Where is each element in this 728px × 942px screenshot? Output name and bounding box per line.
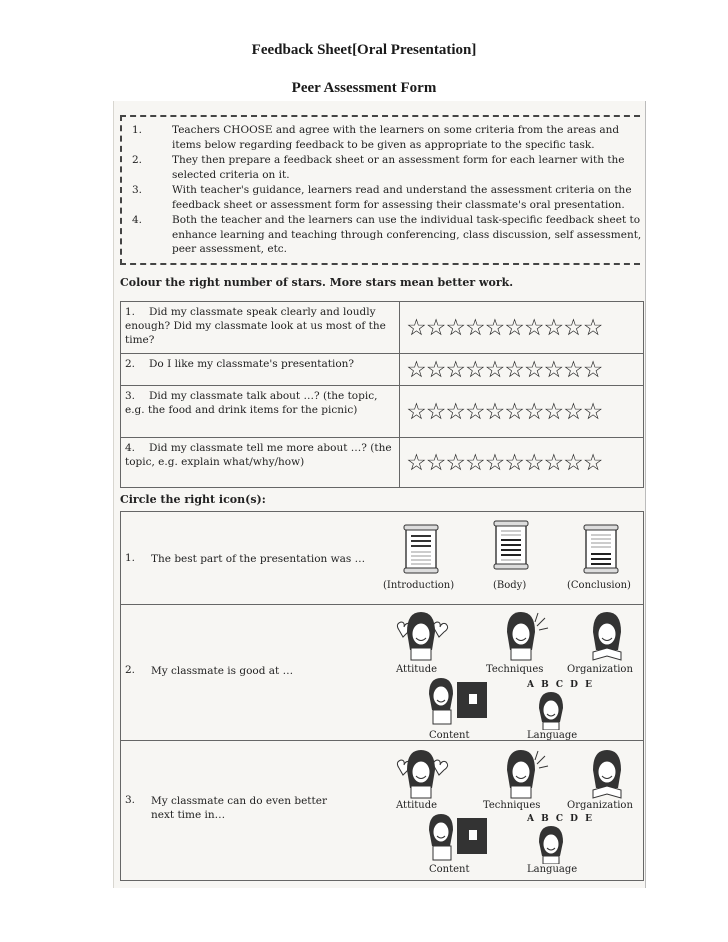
scroll-icon[interactable] xyxy=(583,524,619,574)
star-icon[interactable]: ☆ xyxy=(563,449,583,476)
star-icon[interactable]: ☆ xyxy=(484,314,505,341)
girl-hearts-icon[interactable] xyxy=(393,748,449,800)
star-icon[interactable]: ☆ xyxy=(425,356,446,383)
star-rating[interactable] xyxy=(400,302,644,354)
star-icon[interactable]: ☆ xyxy=(504,449,524,476)
row-number: 1. xyxy=(125,306,136,318)
star-icon[interactable]: ☆ xyxy=(582,356,603,383)
star-icon[interactable]: ☆ xyxy=(445,398,466,425)
option-label: (Body) xyxy=(493,580,527,591)
star-icon[interactable]: ☆ xyxy=(445,449,466,476)
option-label: Organization xyxy=(567,800,633,811)
star-icon[interactable]: ☆ xyxy=(406,314,426,341)
option-label: Language xyxy=(527,864,578,875)
star-rating[interactable] xyxy=(400,354,644,386)
abc-letters: A B C D E xyxy=(527,814,594,824)
star-icon[interactable]: ☆ xyxy=(563,356,583,383)
option-label: Language xyxy=(527,730,578,741)
page-title: Feedback Sheet[Oral Presentation] xyxy=(251,42,477,58)
star-icon[interactable]: ☆ xyxy=(484,449,505,476)
girl-presenting-icon[interactable] xyxy=(493,610,549,662)
star-icon[interactable]: ☆ xyxy=(523,314,544,341)
row-question: Did my classmate talk about …? (the topic, e.g. the food and drink items for the picnic) xyxy=(125,390,378,416)
question-text: My classmate can do even better next time in… xyxy=(151,795,327,821)
option-label: Attitude xyxy=(396,664,438,675)
question-text: The best part of the presentation was … xyxy=(151,553,366,565)
table-row xyxy=(121,354,644,386)
star-icon[interactable]: ☆ xyxy=(484,398,505,425)
star-icon[interactable]: ☆ xyxy=(582,314,603,341)
star-icon[interactable]: ☆ xyxy=(523,398,544,425)
star-icon[interactable]: ☆ xyxy=(465,449,485,476)
star-icon[interactable]: ☆ xyxy=(406,398,426,425)
star-icon[interactable]: ☆ xyxy=(425,398,446,425)
star-rating[interactable] xyxy=(400,386,644,438)
option-label: Organization xyxy=(567,664,633,675)
divider xyxy=(121,604,643,605)
girl-book-icon[interactable] xyxy=(579,748,635,800)
star-icon[interactable]: ☆ xyxy=(543,314,564,341)
star-icon[interactable]: ☆ xyxy=(563,314,583,341)
star-icon[interactable]: ☆ xyxy=(465,398,485,425)
row-number: 3. xyxy=(125,390,136,402)
question-text: My classmate is good at … xyxy=(151,665,294,677)
abc-letters: A B C D E xyxy=(527,680,594,690)
icons-table xyxy=(120,511,644,881)
star-icon[interactable]: ☆ xyxy=(484,356,505,383)
star-icon[interactable]: ☆ xyxy=(445,314,466,341)
option-label: Content xyxy=(429,864,470,875)
icons-heading: Circle the right icon(s): xyxy=(120,493,266,506)
star-icon[interactable]: ☆ xyxy=(406,356,426,383)
star-rating[interactable] xyxy=(400,438,644,488)
star-icon[interactable]: ☆ xyxy=(523,356,544,383)
girl-presenting-icon[interactable] xyxy=(493,748,549,800)
row-number: 4. xyxy=(125,442,136,454)
star-icon[interactable]: ☆ xyxy=(563,398,583,425)
table-row xyxy=(121,438,644,488)
row-question: Do I like my classmate's presentation? xyxy=(149,358,355,370)
star-icon[interactable]: ☆ xyxy=(425,449,446,476)
scroll-icon[interactable] xyxy=(403,524,439,574)
girl-book-icon[interactable] xyxy=(579,610,635,662)
option-label: Techniques xyxy=(486,664,544,675)
star-icon[interactable]: ☆ xyxy=(504,314,524,341)
question-number: 3. xyxy=(125,794,136,806)
star-icon[interactable]: ☆ xyxy=(543,398,564,425)
girl-language-icon[interactable] xyxy=(531,690,571,730)
question-number: 1. xyxy=(125,552,136,564)
star-icon[interactable]: ☆ xyxy=(582,398,603,425)
option-label: Content xyxy=(429,730,470,741)
star-icon[interactable]: ☆ xyxy=(543,356,564,383)
option-label: (Introduction) xyxy=(383,580,455,591)
girl-board-icon[interactable] xyxy=(425,676,489,728)
star-icon[interactable]: ☆ xyxy=(523,449,544,476)
option-label: Attitude xyxy=(396,800,438,811)
row-question: Did my classmate speak clearly and loudly enough? Did my classmate look at us most of the time? xyxy=(125,306,386,346)
row-question: Did my classmate tell me more about …? (the topic, e.g. explain what/why/how) xyxy=(125,442,392,468)
star-icon[interactable]: ☆ xyxy=(425,314,446,341)
star-icon[interactable]: ☆ xyxy=(465,314,485,341)
star-icon[interactable]: ☆ xyxy=(445,356,466,383)
girl-hearts-icon[interactable] xyxy=(393,610,449,662)
option-label: Techniques xyxy=(483,800,541,811)
page-subtitle: Peer Assessment Form xyxy=(291,80,437,96)
scroll-icon[interactable] xyxy=(493,520,529,570)
girl-board-icon[interactable] xyxy=(425,812,489,862)
stars-table xyxy=(120,301,644,488)
girl-language-icon[interactable] xyxy=(531,824,571,864)
question-number: 2. xyxy=(125,664,136,676)
row-number: 2. xyxy=(125,358,136,370)
table-row xyxy=(121,302,644,354)
star-icon[interactable]: ☆ xyxy=(543,449,564,476)
star-icon[interactable]: ☆ xyxy=(465,356,485,383)
table-row xyxy=(121,386,644,438)
option-label: (Conclusion) xyxy=(567,580,631,591)
scanned-form xyxy=(113,101,646,888)
star-icon[interactable]: ☆ xyxy=(504,398,524,425)
star-icon[interactable]: ☆ xyxy=(504,356,524,383)
stars-heading: Colour the right number of stars. More stars mean better work. xyxy=(120,276,514,289)
instructions-box: 1. Teachers CHOOSE and agree with the learners on some criteria from the areas and items below regarding feedback to be given as appropriate to the specific task. 2. They then prepare a feedback sheet or an assessment form for each learner with the selected criteria on it. 3. With teacher's guidance, learners read and understand the assessment criteria on the feedback sheet or assessment form for assessing their classmate's oral presentation. 4. Both the teacher and the learners can use the individual task-specific feedback sheet to enhance learning and teaching through conferencing, class discussion, self assessment, peer assessment, etc. xyxy=(120,115,640,265)
star-icon[interactable]: ☆ xyxy=(582,449,603,476)
star-icon[interactable]: ☆ xyxy=(406,449,426,476)
